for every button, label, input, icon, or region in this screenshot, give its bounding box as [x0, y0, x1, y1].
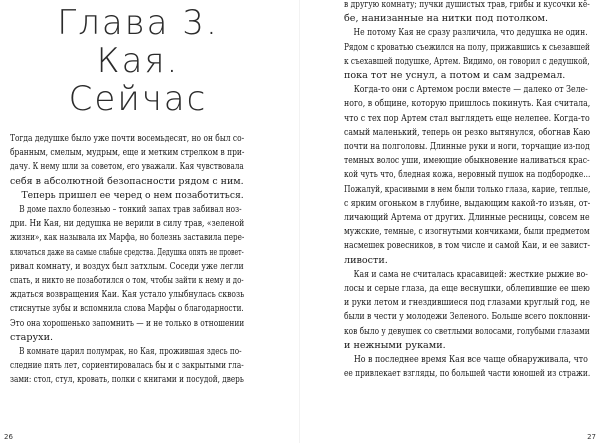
text-line: ного, в общине, которую пришлось покинуть. Кая считала,: [344, 98, 591, 110]
text-line: бранным, смелым, мудрым, еще и метким стрелком в при-: [10, 147, 245, 159]
text-line: Рядом с кроватью съежился на полу, прижавшись к сьезавшей: [344, 41, 590, 53]
text-line: ков было у девушек со светлыми волосами, голубыми глазами: [344, 325, 590, 337]
text-line: В доме пахло болезнью – тонкий запах трав забивал ноз-: [19, 204, 242, 216]
text-line: дри. Ни Кая, ни дедушка не верили в силу трав, «зеленой: [10, 218, 245, 230]
text-line: Не потому Кая не сразу различила, что дедушка не один.: [353, 27, 588, 39]
text-line: и нежными руками.: [344, 339, 446, 351]
text-line: в другую комнату; пучки душистых трав, грибы и кусочки кё-: [344, 0, 590, 10]
text-line: В комнате царил полумрак, но Кая, прожившая здесь по-: [19, 346, 242, 358]
text-line: насмешек ровесников, в том числе и самой Каи, и ее завист-: [344, 240, 591, 252]
text-line: были в чести у молодежи Зеленого. Больше всего поклонни-: [344, 311, 591, 323]
text-line: к съехавшей подушке, Артем. Видимо, он говорил с дедушкой,: [344, 55, 590, 67]
text-line: кой чуть что, бледная кожа, неровный пушок на подбородке...: [344, 169, 591, 181]
text-line: Теперь пришел ее черед о нем позаботиться.: [21, 189, 244, 201]
text-line: ключаться даже на самые слабые средства. Дедушка опять не провет-: [10, 246, 244, 258]
page-number-right: 27: [587, 433, 596, 441]
text-line: старухи.: [10, 331, 54, 343]
right-page-body-text: [344, 0, 590, 381]
text-line: жизни», как называла их Марфа, но болезнь заставила пере-: [10, 232, 245, 244]
right-page: [300, 0, 600, 443]
text-line: и руки летом и гнездившиеся под глазами круглый год, не: [344, 297, 590, 309]
text-line: ее привлекает взгляды, по большей части юношей из стражи.: [344, 368, 591, 380]
text-line: следние пять лет, сориентировалась бы и с закрытыми гла-: [10, 360, 244, 372]
text-line: Пожалуй, красивыми в нем были только глаза, карие, теплые,: [344, 183, 591, 195]
page-number-left: 26: [4, 433, 13, 441]
text-line: с ярким огоньком в глубине, выдающим какой-то изъян, от-: [344, 197, 591, 209]
text-line: Но в последнее время Кая все чаще обнаруживала, что: [353, 354, 588, 366]
text-line: стиснутые зубы и вспомнила слова Марфы о благодарности.: [10, 303, 244, 315]
text-line: самый маленький, теперь он резко вытянулся, обогнав Каю: [344, 126, 591, 138]
text-line: себя в абсолютной безопасности рядом с ним.: [10, 175, 244, 187]
chapter-title-line-2: Сейчас: [68, 79, 208, 119]
left-page-body-text: [10, 132, 244, 388]
text-line: бе, нанизанные на нитки под потолком.: [344, 13, 549, 25]
text-line: Тогда дедушке было уже почти восемьдесят, но он был со-: [10, 133, 245, 144]
chapter-title: [28, 4, 248, 118]
text-line: пока тот не уснул, а потом и сам задремал.: [344, 70, 566, 82]
text-line: ливости.: [344, 254, 388, 266]
chapter-title-line-1: Глава 3. Кая.: [57, 3, 219, 81]
text-line: темных волос уши, имеющие обыкновение наливаться крас-: [344, 155, 590, 167]
text-line: Кая и сама не считалась красавицей: жесткие рыжие во-: [353, 268, 588, 280]
text-line: ривал комнату, и воздух был затхлым. Соседи уже легли: [10, 260, 244, 272]
text-line: мужские, темные, с изогнутыми кончиками, были предметом: [344, 226, 590, 238]
text-line: зами: стол, стул, кровать, полки с книгами и посудой, дверь: [10, 374, 244, 386]
text-line: лосы и серые глаза, да еще веснушки, облепившие ее шею: [344, 283, 590, 295]
text-line: ждаться возвращения Каи. Кая устало улыбнулась сквозь: [10, 289, 245, 301]
text-line: Когда-то они с Артемом росли вместе — далеко от Зеле-: [353, 84, 588, 96]
text-line: Это она хорошенько запомнить — и не только в отношении: [10, 317, 245, 329]
text-line: что с тех пор Артем стал выглядеть еще нелепее. Когда-то: [344, 112, 590, 124]
text-line: спать, и никто не позаботился о том, чтобы зайти к нему и до-: [10, 275, 244, 287]
text-line: дачу. К нему шли за советом, его уважали. Кая чувствовала: [10, 161, 244, 173]
text-line: личающий Артема от других. Длинные ресницы, совсем не: [344, 212, 590, 224]
text-line: почти на полголовы. Длинные руки и ноги, торчащие из-под: [344, 141, 590, 153]
